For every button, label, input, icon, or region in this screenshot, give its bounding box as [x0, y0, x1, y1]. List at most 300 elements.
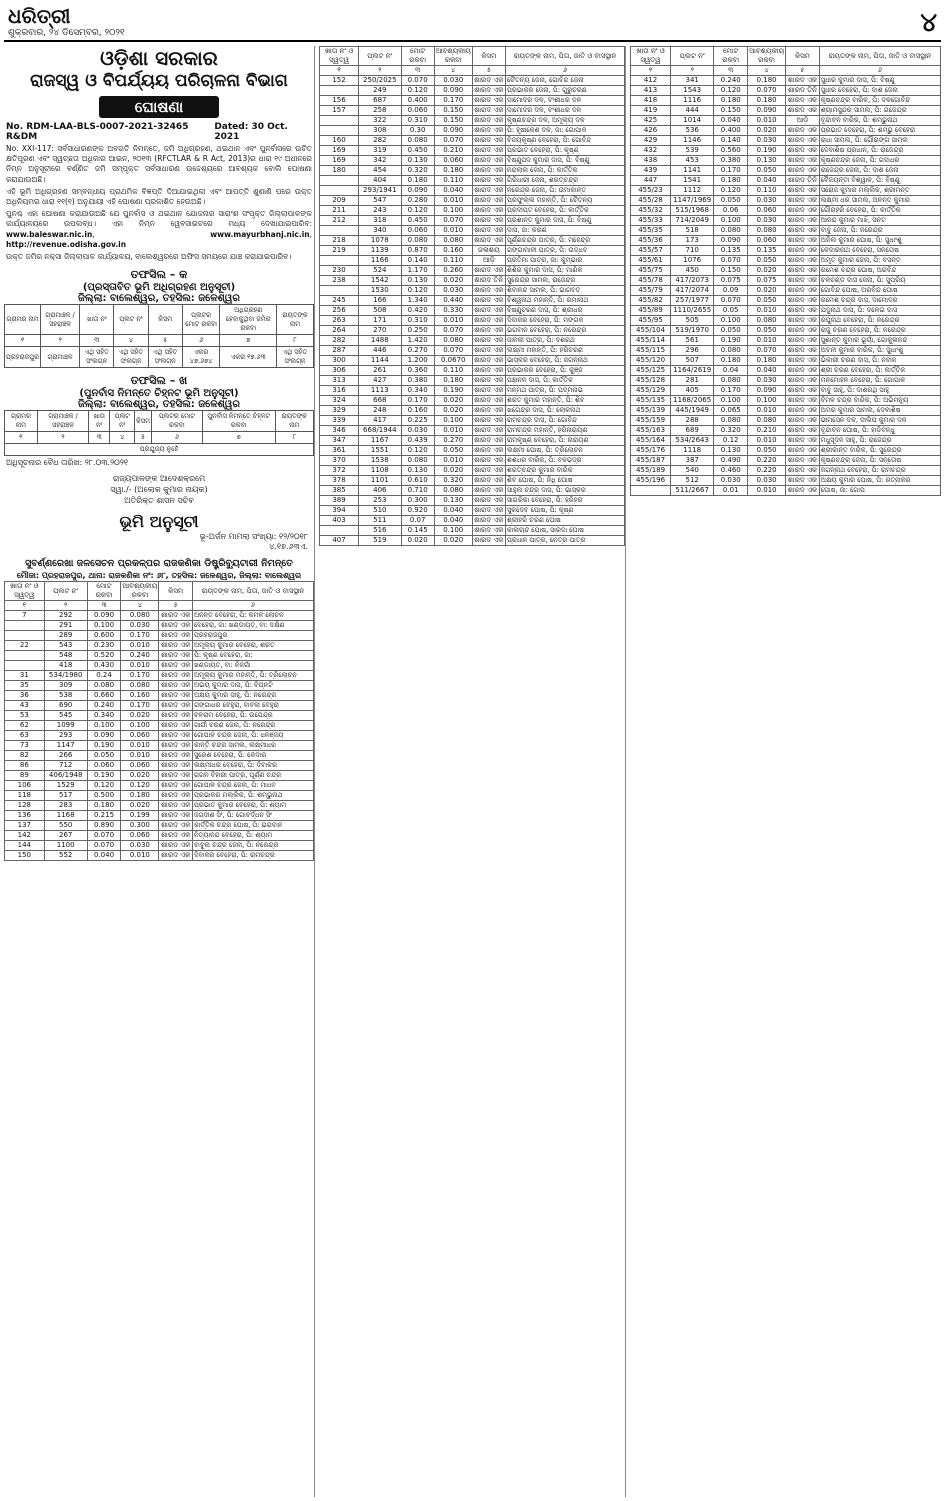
paper-name: ଧରିତ୍ରୀ [8, 4, 71, 28]
table-cell: 1.170 [401, 266, 434, 276]
table-cell: ଶାରଦ ଏକ [786, 136, 820, 146]
table-cell: 0.120 [401, 286, 434, 296]
table-row [631, 416, 941, 426]
table-cell: ଶାରଦ ଏକ [159, 821, 193, 831]
table-cell: 385 [320, 486, 359, 496]
table-cell: ଶାରଦ ଏକ [786, 476, 820, 486]
table-row [631, 486, 941, 496]
table-cell: 0.270 [434, 436, 472, 446]
table-cell: 0.020 [434, 536, 472, 546]
table-cell: 1542 [359, 276, 401, 286]
table-cell: ଶାରଦ ଏକ [474, 146, 504, 154]
table-cell: 0.070 [87, 841, 121, 851]
table-cell: 0.030 [714, 476, 748, 486]
table-row [5, 841, 314, 851]
table-cell: 668 [359, 396, 401, 406]
table-cell: ଶାରଦ ଏକ [474, 356, 504, 364]
table-cell: 0.050 [87, 751, 121, 761]
table-cell: କାନ୍ତି ଚନ୍ଦ୍ର ସାମଲ, ଲକ୍ଷ୍ମୀଧର [192, 741, 313, 751]
table-cell: ମନ୍ମଥ ପାତ୍ର, ପି: ପଦ୍ମନାଭ [505, 386, 624, 396]
table-cell: 0.135 [748, 246, 786, 256]
table-cell: ଦେବାଶିଷ ପ୍ରଧାନ, ପି: ରାଜେନ୍ଦ୍ର [819, 146, 940, 156]
table-cell: 0.490 [714, 456, 748, 466]
table-cell: 0.180 [87, 801, 121, 811]
table-cell: 0.090 [87, 611, 121, 621]
table-cell: 453 [671, 156, 714, 166]
table-cell: 0.080 [121, 611, 159, 621]
table-cell: ଶାରଦ ଏକ [474, 316, 504, 324]
table-cell: 0.160 [401, 406, 434, 416]
table-cell: ଗଗନ ବିହାରୀ ପାତ୍ର, ପୂର୍ଣ୍ଣ ଚନ୍ଦ୍ର [192, 771, 313, 781]
table-cell: ଲକ୍ଷ୍ମୀଧର ବେହେରା, ପି: ଦିବାକର [192, 761, 313, 771]
table-cell: ଶାରଦ ଏକ [786, 296, 820, 306]
table-cell: 0.01 [714, 486, 748, 496]
table-cell: 1101 [359, 476, 401, 486]
table-row [320, 336, 625, 346]
table-cell: 1.420 [401, 336, 434, 346]
table-cell: 561 [671, 336, 714, 346]
table-row [631, 436, 941, 446]
table-cell: ଆନନ୍ଦ କୁମାର ମାଝି, ସନତ [819, 216, 940, 226]
table-cell: ବୃନ୍ଦାବନ ବାରିକ, ପି: ଶମ୍ଭୁନାଥ [819, 116, 940, 126]
newspaper-page [4, 4, 941, 1497]
table-row [5, 721, 314, 731]
table-cell: କେଦାରନାଥ ବେହେରା, ସନ୍ତୋଷ [819, 246, 940, 256]
table-cell: 136 [5, 811, 45, 821]
table-row [320, 106, 625, 116]
table-cell: 238 [320, 276, 359, 286]
land-table-header: ଖାତା ନଂ ଓ ସ୍ୱତ୍ୱ [631, 47, 671, 66]
table-cell: ରମେଶ ଚନ୍ଦ୍ର ଦାସ, ଦାମୋଦର [819, 296, 940, 306]
table-cell: କୃଷ୍ଣଚନ୍ଦ୍ର ଜେନା, ପି: ସନ୍ତୋଷ [819, 456, 940, 466]
table-cell: 417/2073 [671, 276, 714, 286]
table-cell: 0.100 [714, 396, 748, 406]
table-row [631, 466, 941, 476]
table-cell: ଅକ୍ଷୟ କୁମାର ଘୋଷ, ପି: ରତ୍ନାକର [819, 476, 940, 486]
table-cell: 0.010 [434, 316, 472, 326]
table-cell: 1144 [359, 356, 401, 366]
table-row [320, 86, 625, 96]
table-cell: 1530 [359, 286, 401, 296]
table-cell: 0.0670 [434, 356, 472, 366]
table-cell: ଶାରଦ ଏକ [786, 456, 820, 466]
table-cell: 1113 [359, 386, 401, 396]
table-cell: 31 [5, 671, 45, 681]
land-table-header-row [320, 47, 625, 66]
schedule-kha-district: ଜିଲ୍ଲା: ବାଲେଶ୍ୱର, ତହସିଲ: ଜଳେଶ୍ୱର [77, 399, 240, 411]
table-cell: ସୁରେଶ ବେହେରା, ପି: କେଦାର [192, 751, 313, 761]
table-cell: 1108 [359, 466, 401, 476]
table-row [320, 156, 625, 166]
table-cell: 0.190 [714, 336, 748, 346]
table-cell: 0.170 [714, 166, 748, 176]
table-cell: ଶାରଦ ଏକ [474, 436, 504, 444]
table-cell: ଅଭୟ କୁମାର ଦାସ, ପି: ବିଘ୍ନଟି [192, 681, 313, 691]
table-cell [5, 661, 45, 671]
table-cell: ବାବୁଲ ଚନ୍ଦ୍ର ଜେନା, ପି: ନରେନ୍ଦ୍ର [192, 841, 313, 851]
table-cell: ଶାରଦ ଏକ [474, 406, 504, 414]
table-cell: 0.240 [714, 76, 748, 86]
table-cell: 0.180 [714, 176, 748, 186]
table-cell: 0.380 [714, 156, 748, 166]
table-cell: 1146 [671, 136, 714, 146]
table-cell: 73 [5, 741, 45, 751]
table-cell: 690 [44, 701, 87, 711]
table-cell: 219 [320, 246, 359, 256]
website-link-revenue[interactable]: http://revenue.odisha.gov.in [6, 239, 127, 249]
table-cell: 0.080 [434, 486, 472, 496]
table-cell: 0.060 [434, 156, 472, 166]
table-cell: 287 [320, 346, 359, 356]
notice-title-department: ରାଜସ୍ୱ ଓ ବିପର୍ଯ୍ୟୟ ପରିଚାଳନା ବିଭାଗ [30, 71, 288, 91]
table-cell: 0.260 [434, 266, 472, 276]
table-cell: ବିଷ୍ଣୁପଦ କୁମାର ଦାସ, ପି: ବିଷ୍ଣୁ [505, 156, 624, 166]
column-3 [630, 46, 941, 1497]
table-cell: 539 [671, 146, 714, 156]
table-row [5, 781, 314, 791]
table-cell: 455/32 [631, 206, 671, 216]
table-cell: 0.030 [748, 376, 786, 386]
table-cell: ଶାରଦ ଏକ [786, 466, 820, 476]
table-cell: 62 [5, 721, 45, 731]
table-row [320, 306, 625, 316]
table-cell: ଶାରଦ ଏକ [786, 446, 820, 456]
table-cell: ଶାରଦ ଏକ [159, 771, 193, 781]
table-row [320, 326, 625, 336]
land-table-header: କିସମ [786, 47, 820, 66]
table-cell: 0.080 [714, 376, 748, 386]
table-cell: ଦାମୋଦର ଦଳ, ବଂଶୀଧର ଦଳ [505, 96, 624, 106]
schedule-kha-header: ପ୍ଲଟ ନଂ [110, 411, 135, 432]
table-cell [320, 176, 359, 186]
table-cell: 413 [631, 86, 671, 96]
table-cell: 0.06 [714, 206, 748, 216]
table-row [5, 641, 314, 651]
table-cell: ଶାରଦ ଏକ [474, 296, 504, 304]
table-cell: 211 [320, 206, 359, 216]
table-cell: ଅବନୀ କୁମାର ବାରିକ, ପି: ସୁଧାଂଶୁ [819, 346, 940, 356]
table-cell: 1164/2619 [671, 366, 714, 376]
table-cell: 0.310 [401, 116, 434, 126]
table-cell: 0.600 [87, 631, 121, 641]
table-cell: 342 [359, 156, 401, 166]
table-cell: ପ୍ରଭାତ ବେହେରା, ପି: ଶମ୍ଭୁ ବେହେରା [819, 126, 940, 136]
table-cell: 0.010 [748, 436, 786, 446]
table-row [320, 126, 625, 136]
table-cell: ପ୍ରତିମା ପାତ୍ର, ଜା: କୁମ୍ଭାର [505, 256, 624, 266]
table-cell: 417 [359, 416, 401, 426]
table-cell [320, 86, 359, 96]
table-cell: 455/189 [631, 466, 671, 476]
table-cell: 0.300 [401, 496, 434, 506]
table-cell: ଶାରଦ ଏକ [474, 96, 504, 104]
table-cell: 450 [671, 266, 714, 276]
table-cell: 316 [320, 386, 359, 396]
table-cell: 1488 [359, 336, 401, 346]
table-cell: 0.040 [434, 506, 472, 516]
table-row [631, 76, 941, 86]
table-cell: ଶାରଦ ଏକ [159, 811, 193, 821]
table-cell: 0.100 [121, 721, 159, 731]
table-row [320, 276, 625, 286]
table-cell: ଘୋଷ, ଜା: ଗୋପ [819, 486, 940, 496]
ghoshana-banner: ଘୋଷଣା [99, 96, 219, 118]
table-cell: 548 [44, 651, 87, 661]
table-cell: 293 [44, 731, 87, 741]
table-row [631, 176, 941, 186]
table-cell: 0.320 [434, 476, 472, 486]
notice-paragraph-3-text: ପୁନଶ୍ଚ ଏହା ଘୋଷଣା କରାଯାଉଅଛି ଯେ ପୁନର୍ବାସ ଓ ଥଇଥାନ ଯୋଜନାର ସାରାଂଶ ସଂପୃକ୍ତ ଜିଲ୍ଲାପାଳଙ୍କ କାର୍ଯ୍ୟାଳୟରେ ଉପଲବ୍ଧ। ଏହା ନିମ୍ନ ୱେବସାଇଟରେ ମଧ୍ୟ ଦେଖାଯାଇପାରିବ: [6, 209, 312, 229]
table-cell: 0.180 [748, 76, 786, 86]
table-cell: 118 [5, 791, 45, 801]
table-cell: 0.190 [87, 771, 121, 781]
table-cell: 394 [320, 506, 359, 516]
table-cell: ବିମଳ ଚନ୍ଦ୍ର ବାରିକ, ପି: ଅଭିମନ୍ୟୁ [819, 396, 940, 406]
table-cell: 0.090 [434, 126, 472, 136]
table-cell: ଶାରଦ ଏକ [159, 831, 193, 841]
table-cell: 0.020 [121, 801, 159, 811]
table-cell: 545 [44, 711, 87, 721]
table-row [320, 136, 625, 146]
table-cell: ପୂର୍ଣ୍ଣଚନ୍ଦ୍ର ପାତ୍ର, ପି: ମହେନ୍ଦ୍ର [505, 236, 624, 246]
land-table-header: ପ୍ଲଟ ନଂ [671, 47, 714, 66]
schedule-ka-cell: ଏଥି ସହିତ ସଂଲଗ୍ନ [114, 347, 148, 368]
land-table-header: ଖାତା ନଂ ଓ ସ୍ୱତ୍ୱ [5, 582, 45, 601]
table-cell: 0.100 [434, 416, 472, 426]
table-cell: ବିଷ୍ଣୁଚରଣ ଦାସ, ପି: ଶ୍ରୀଧର [505, 306, 624, 316]
table-cell: 1.340 [401, 296, 434, 306]
table-cell [320, 116, 359, 126]
table-row [320, 386, 625, 396]
land-table-column-number: ୧ [5, 601, 45, 611]
table-cell [320, 226, 359, 236]
table-cell: 0.120 [714, 86, 748, 96]
table-cell: 0.070 [434, 346, 472, 356]
land-table-column-number: ୩ [714, 66, 748, 76]
table-cell: ଶିବାନନ୍ଦ ସାମଲ, ପି: ଭାଗବତ [505, 286, 624, 296]
schedule-ka-column-number: ୫ [148, 335, 182, 347]
table-cell: ବୃନ୍ଦାବନ ଘୋଷ, ପି: ହାଡ଼ିବନ୍ଧୁ [819, 426, 940, 436]
table-cell: 406/1948 [44, 771, 87, 781]
table-cell: 0.199 [121, 811, 159, 821]
table-cell: ଶାରଦ ଏକ [159, 791, 193, 801]
table-row [631, 386, 941, 396]
website-link-mayurbhanj[interactable]: www.mayurbhanj.nic.in [210, 229, 310, 239]
table-cell: 455/95 [631, 316, 671, 326]
table-cell: ଶିବ ଘୋଷ, ପି: ନିଧି ଘୋଷ [505, 476, 624, 486]
table-row [320, 476, 625, 486]
table-cell: 0.060 [121, 731, 159, 741]
table-cell: ଅମୂଲ୍ୟ କୁମାର ବେହେରା, ଶରତ [192, 641, 313, 651]
table-cell: 508 [359, 306, 401, 316]
table-cell: 1014 [671, 116, 714, 126]
table-cell: ଶାରଦ ଏକ [474, 186, 504, 194]
table-row [320, 426, 625, 436]
table-cell: ଗୌରହରି ବେହେରା, ପି: କାର୍ତ୍ତିକ [819, 206, 940, 216]
table-cell [5, 621, 45, 631]
notice-paragraph-4: ଉକ୍ତ ଜମିର ନକ୍ସା ଜିଲ୍ଲାପାଳ କାର୍ଯ୍ୟାଳୟ, ବାଲେଶ୍ୱରରେ ଅଫିସ ସମୟରେ ଯାଞ୍ଚ କରାଯାଇପାରିବ। [6, 252, 292, 262]
table-cell: 166 [359, 296, 401, 306]
table-row [631, 356, 941, 366]
table-cell: ସରୋଜ କୁମାର ମଲ୍ଲିକ, ଶ୍ରୀମନ୍ତ [819, 186, 940, 196]
table-cell: 455/164 [631, 436, 671, 446]
table-row [631, 246, 941, 256]
land-table-number-row [631, 66, 941, 76]
table-cell: ଶାରଦ ଏକ [159, 621, 193, 631]
table-cell: 689 [671, 426, 714, 436]
table-cell: 245 [320, 296, 359, 306]
table-cell: 0.225 [401, 416, 434, 426]
table-cell: 0.050 [714, 196, 748, 206]
table-cell: 0.170 [121, 671, 159, 681]
table-cell: 0.210 [434, 146, 472, 156]
table-cell: 169 [320, 146, 359, 156]
table-cell: 0.420 [401, 306, 434, 316]
table-row [631, 276, 941, 286]
table-cell: ଆଡ଼ି [786, 116, 820, 126]
table-cell: ସୁଧୀର ବେହେରା, ପି: ଦାଶ ଜେନା [819, 86, 940, 96]
table-cell: 0.010 [434, 196, 472, 206]
table-row [320, 456, 625, 466]
table-cell: 1529 [44, 781, 87, 791]
table-cell: 0.870 [401, 246, 434, 256]
table-cell: ଲକ୍ଷ୍ମୀ ମହାନ୍ତି, ପି: ହରିଚରଣ [505, 346, 624, 356]
table-cell: 218 [320, 236, 359, 246]
schedule-ka-header: ଅଧିଗ୍ରହଣ ହେବାକୁଥିବା ଜମିର ରକବା [220, 305, 277, 335]
table-cell: କୃଷ୍ଣଚନ୍ଦ୍ର ଜେନା, ପି: ଗଦାଧର [819, 156, 940, 166]
table-cell: 0.610 [401, 476, 434, 486]
table-cell: 0.160 [434, 246, 472, 256]
schedule-ka-cell: ଏଥି ସହିତ ସଂଲଗ୍ନ [277, 347, 314, 368]
table-cell: ଶାରଦ ଏକ [474, 166, 504, 174]
table-row [320, 236, 625, 246]
website-link-baleswar[interactable]: www.baleswar.nic.in [6, 229, 93, 239]
table-cell: 1167 [359, 436, 401, 446]
table-cell: ଶାରଦ ଏକ [159, 641, 193, 651]
table-cell: 0.24 [87, 671, 121, 681]
table-cell: 0.020 [121, 711, 159, 721]
table-cell: 0.030 [748, 216, 786, 226]
table-cell: ଶାରଦ ଏକ [786, 156, 820, 166]
table-cell: 0.030 [434, 286, 472, 296]
table-cell: 0.080 [401, 236, 434, 246]
table-row [5, 701, 314, 711]
table-cell: 1543 [671, 86, 714, 96]
table-cell: 1100 [44, 841, 87, 851]
table-cell: 455/114 [631, 336, 671, 346]
table-cell: 505 [671, 316, 714, 326]
table-cell: ସାହୁଲ ଚନ୍ଦ୍ର ଦାସ, ପି: ଭାସ୍କର [505, 486, 624, 496]
table-cell: କୃଷ୍ଣଚନ୍ଦ୍ର ବାରିକ, ପି: ଦଳଗୋବିନ୍ଦ [819, 96, 940, 106]
table-cell: 455/33 [631, 216, 671, 226]
table-cell: ସାଗରିକା ବେହେରା, ପି: ହରିହର [505, 496, 624, 506]
table-cell: 0.100 [748, 396, 786, 406]
table-cell: 0.190 [87, 741, 121, 751]
table-cell: 0.110 [434, 176, 472, 186]
table-cell: ସୁରେନ୍ଦ୍ର ସାମଲ, ରାଜେନ୍ଦ୍ର [505, 276, 624, 286]
table-cell: 0.010 [121, 741, 159, 751]
land-table-column-number: ୬ [192, 601, 313, 611]
table-cell: 427 [359, 376, 401, 386]
table-cell: ଶାରଦ ଏକ [474, 206, 504, 214]
schedule-ka-header: ଖାତା ନଂ [80, 305, 114, 335]
table-cell: 150 [5, 851, 45, 861]
table-cell: 0.180 [401, 176, 434, 186]
table-cell [320, 256, 359, 266]
table-cell: 714/2049 [671, 216, 714, 226]
table-row [320, 346, 625, 356]
table-row [631, 426, 941, 436]
table-cell: ଶାରଦ ଏକ [159, 661, 193, 671]
table-cell: 0.190 [748, 146, 786, 156]
table-cell: 266 [44, 751, 87, 761]
table-cell: ଶାରଦ ଏକ [786, 226, 820, 236]
table-cell: 0.330 [434, 306, 472, 316]
land-table-header: ମୋଟ ରକବା [401, 47, 434, 66]
table-cell [5, 631, 45, 641]
table-cell: 1147 [44, 741, 87, 751]
table-row [5, 791, 314, 801]
project-name: ସୁବର୍ଣ୍ଣରେଖା ଜଳସେଚନ ପ୍ରକଳ୍ପର ରାଜକଣିକା ଡିଷ୍ଟ୍ରିବ୍ୟୁଟାରୀ ନିମନ୍ତେ [25, 558, 293, 570]
table-cell: 455/28 [631, 196, 671, 206]
table-row [320, 286, 625, 296]
table-cell: ପ୍ରଭାକର ଜେନା, ପି: ଗୁରୁଚରଣ [505, 86, 624, 96]
table-cell: 1551 [359, 446, 401, 456]
land-table-column-number: ୧ [320, 66, 359, 76]
table-cell: ଶାରଦ ଏକ [474, 266, 504, 274]
table-cell: 250/2025 [359, 76, 401, 86]
table-cell: 0.120 [401, 86, 434, 96]
schedule-ka-district: ଜିଲ୍ଲା: ବାଲେଶ୍ୱର, ତହସିଲ: ଜଳେଶ୍ୱର [77, 293, 240, 305]
table-cell: କାର୍ତ୍ତିକ ଚନ୍ଦ୍ର ଘୋଷ, ପି: ଭଗବାନ [192, 821, 313, 831]
table-cell: ଶାରଦ ଏକ [474, 86, 504, 94]
table-cell: 144 [5, 841, 45, 851]
table-cell: 53 [5, 711, 45, 721]
table-row [631, 146, 941, 156]
table-cell: 0.140 [401, 256, 434, 266]
table-cell: 455/196 [631, 476, 671, 486]
table-cell [320, 526, 359, 536]
table-row [320, 166, 625, 176]
table-cell: 0.120 [714, 186, 748, 196]
table-cell: 378 [320, 476, 359, 486]
table-cell: 0.150 [434, 116, 472, 126]
table-cell: ଜଗନ୍ନାଥ ବେହେରା, ପି: ରାମଚନ୍ଦ୍ର [819, 466, 940, 476]
table-cell: 35 [5, 681, 45, 691]
reference-line [4, 122, 314, 142]
notice-paragraph-2: ଏହି ଭୂମି ଅଧିଗ୍ରହଣ ସମ୍ବନ୍ଧୀୟ ପ୍ରାଥମିକ ବିଜ୍ଞପ୍ତି ଦିଆଯାଇଥିଲା ଏବଂ ଆପତ୍ତି ଶୁଣାଣି ପରେ ଉକ୍ତ ଅଧିନିୟମର ଧାରା ୧୧(୧) ଅନୁଯାୟୀ ଏହି ଘୋଷଣା ପ୍ରକାଶିତ ହେଉଅଛି। [6, 186, 312, 207]
table-cell: 0.150 [714, 266, 748, 276]
table-cell: ବିଶ୍ୱନାଥ ମହାନ୍ତି, ପି: ରମାନାଥ [505, 296, 624, 306]
table-cell: ଶାରଦ ଏକ [786, 386, 820, 396]
table-cell: ରାମଚନ୍ଦ୍ର ମହାନ୍ତି, ହରିନାରାୟଣ [505, 426, 624, 436]
table-cell: ନିତ୍ୟାନନ୍ଦ ବେହେରା, ପି: ଶ୍ୟାମ [192, 831, 313, 841]
table-cell: 0.060 [121, 761, 159, 771]
table-cell: 0.120 [401, 206, 434, 216]
table-cell: 0.180 [714, 356, 748, 366]
table-row [5, 681, 314, 691]
table-cell: ନରେନ୍ଦ୍ର ଜେନା, ପି: ଉମାକାନ୍ତ [505, 186, 624, 196]
table-cell: ଅନନ୍ତ ବେହେରା, ପି: କମଳ ଲୋଚନ [192, 611, 313, 621]
table-cell: ଶାରଦ ଏକ [159, 711, 193, 721]
table-cell: ଭଗବାନ ବେହେରା, ପି: ନରେନ୍ଦ୍ର [505, 326, 624, 336]
schedule-kha-title: ତଫସିଲ – ଖ [130, 374, 188, 388]
table-cell: 0.07 [401, 516, 434, 526]
table-cell: 446 [359, 346, 401, 356]
table-cell: 0.450 [401, 216, 434, 226]
table-row [5, 761, 314, 771]
schedule-kha-header: ପୁନର୍ବାସ ନିମନ୍ତେ ଚିହ୍ନଟ ରକବା [202, 411, 275, 432]
